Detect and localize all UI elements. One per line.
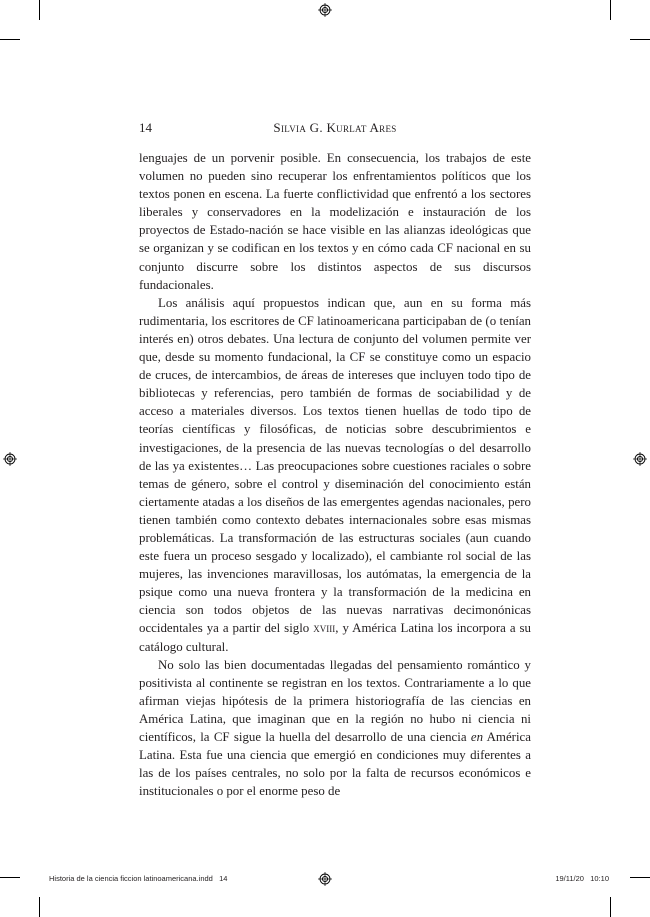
slug-datetime: 19/11/20 10:10 <box>555 874 609 883</box>
body-text <box>139 149 531 800</box>
registration-mark-icon <box>318 3 332 17</box>
crop-mark <box>39 0 40 20</box>
crop-mark <box>610 0 611 20</box>
crop-mark <box>0 877 20 878</box>
paragraph: lenguajes de un porvenir posible. En consecuencia, los trabajos de este volumen no pueden sino recuperar los enfrentamientos políticos que los textos ponen en escena. La fuerte conflictividad que enfrentó a los sectores liberales y conservadores en la modelización e instauración de los proyectos de Estado-nación se hace visible en las alianzas ideológicas que se organizan y se codifican en los textos y en cómo cada CF nacional en su conjunto discurre sobre los distintos aspectos de sus discursos fundacionales. <box>139 151 531 292</box>
crop-mark <box>630 877 650 878</box>
paragraph: Los análisis aquí propuestos indican que, aun en su forma más rudimentaria, los escritores de CF latinoamericana participaban de (o tenían interés en) otros debates. Una lectura de conjunto del volumen permite ver que, desde su momento fundacional, la CF se constituye como un espacio de cruces, de intercambios, de áreas de intereses que incluyen todo tipo de bibliotecas y referencias, pero también de formas de sociabilidad y de acceso a materiales diversos. Los textos tienen huellas de todo tipo de teorías científicas y filosóficas, de noticias sobre descubrimientos e investigaciones, de la presencia de las nuevas tecnologías o del desarrollo de las ya existentes… Las preocupaciones sobre cuestiones raciales o sobre temas de género, sobre el control y diseminación del conocimiento están ciertamente atadas a los diseños de las emergentes agendas nacionales, pero tienen también como contexto debates internacionales sobre esas mismas problemáticas. La transformación de las estructuras sociales (aun cuando este fuera un proceso sesgado y localizado), el cambiante rol social de las mujeres, las invenciones maravillosas, los autómatas, la emergencia de la psique como una nueva frontera y la transformación de la medicina en ciencia son todos objetos de las nuevas narrativas decimonónicas occidentales ya a partir del siglo xviii, y América Latina los incorpora a su catálogo cultural. <box>139 295 531 654</box>
crop-mark <box>630 39 650 40</box>
printer-slug <box>49 874 609 886</box>
page-header <box>139 120 531 138</box>
century-numeral: xviii <box>313 621 336 636</box>
crop-mark <box>610 897 611 917</box>
crop-mark <box>39 897 40 917</box>
crop-mark <box>0 39 20 40</box>
paragraph: No solo las bien documentadas llegadas del pensamiento romántico y positivista al continente se registran en los textos. Contrariamente a lo que afirman viejas hipótesis de la primera historiografía de las ciencias en América Latina, que imaginan que en la región no hubo ni ciencia ni científicos, la CF sigue la huella del desarrollo de una ciencia en América Latina. Esta fue una ciencia que emergió en condiciones muy diferentes a las de los países centrales, no solo por la falta de recursos económicos e institucionales o por el enorme peso de <box>139 657 531 799</box>
registration-mark-icon <box>3 452 17 466</box>
registration-mark-icon <box>633 452 647 466</box>
slug-filename: Historia de la ciencia ficcion latinoamericana.indd 14 <box>49 874 228 883</box>
emphasis: en <box>470 730 484 744</box>
page-number: 14 <box>139 120 152 135</box>
running-head: Silvia G. Kurlat Ares <box>273 120 397 135</box>
